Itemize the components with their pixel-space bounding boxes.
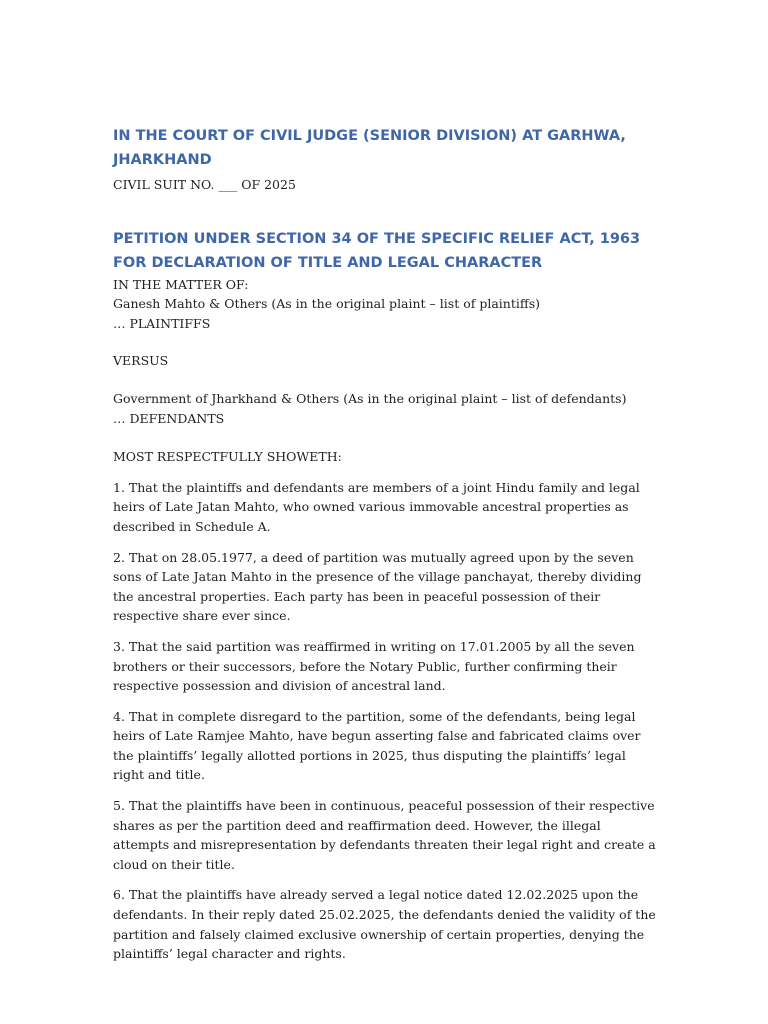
- showeth-label: MOST RESPECTFULLY SHOWETH:: [113, 449, 342, 465]
- paragraph-2: 2. That on 28.05.1977, a deed of partition was mutually agreed upon by the seven sons of Late Jatan Mahto in the presence of the village panchayat, thereby dividing the ancestral properties. Each party has been in peaceful possession of their respective share ever since.: [113, 549, 642, 624]
- defendants-label: … DEFENDANTS: [113, 410, 225, 426]
- paragraph-3: 3. That the said partition was reaffirmed in writing on 17.01.2005 by all the seven brothers or their successors, before the Notary Public, further confirming their respective possession and division of ancestral land.: [113, 638, 635, 694]
- document-page: [113, 124, 658, 975]
- paragraph-1: 1. That the plaintiffs and defendants are members of a joint Hindu family and legal heirs of Late Jatan Mahto, who owned various immovable ancestral properties as described in Schedule A.: [113, 479, 640, 534]
- spacer: [113, 428, 658, 447]
- spacer: [113, 333, 658, 351]
- plaintiffs-line: Ganesh Mahto & Others (As in the original plaint – list of plaintiffs): [113, 296, 541, 312]
- court-heading: IN THE COURT OF CIVIL JUDGE (SENIOR DIVISION) AT GARHWA, JHARKHAND: [113, 128, 626, 168]
- petition-heading: PETITION UNDER SECTION 34 OF THE SPECIFIC RELIEF ACT, 1963 FOR DECLARATION OF TITLE AND LEGAL CHARACTER: [113, 230, 641, 271]
- paragraph-4: 4. That in complete disregard to the partition, some of the defendants, being legal heirs of Late Ramjee Mahto, have begun asserting false and fabricated claims over the plaintiffs’ legally allotted portions in 2025, thus disputing the plaintiffs’ legal right and title.: [113, 708, 641, 783]
- spacer: [113, 371, 658, 389]
- matter-label: IN THE MATTER OF:: [113, 276, 249, 292]
- paragraph-5: 5. That the plaintiffs have been in continuous, peaceful possession of their respective shares as per the partition deed and reaffirmation deed. However, the illegal attempts and misrepresentation by defendants threaten their legal right and create a cloud on their title.: [113, 798, 656, 872]
- plaintiffs-label: … PLAINTIFFS: [113, 315, 211, 331]
- paragraph-6: 6. That the plaintiffs have already served a legal notice dated 12.02.2025 upon the defendants. In their reply dated 25.02.2025, the defendants denied the validity of the partition and falsely claimed exclusive ownership of certain properties, denying the plaintiffs’ legal character and rights.: [113, 887, 656, 962]
- versus-label: VERSUS: [113, 353, 169, 369]
- defendants-line: Government of Jharkhand & Others (As in the original plaint – list of defendants): [113, 390, 627, 406]
- suit-number: CIVIL SUIT NO. ___ OF 2025: [113, 177, 296, 192]
